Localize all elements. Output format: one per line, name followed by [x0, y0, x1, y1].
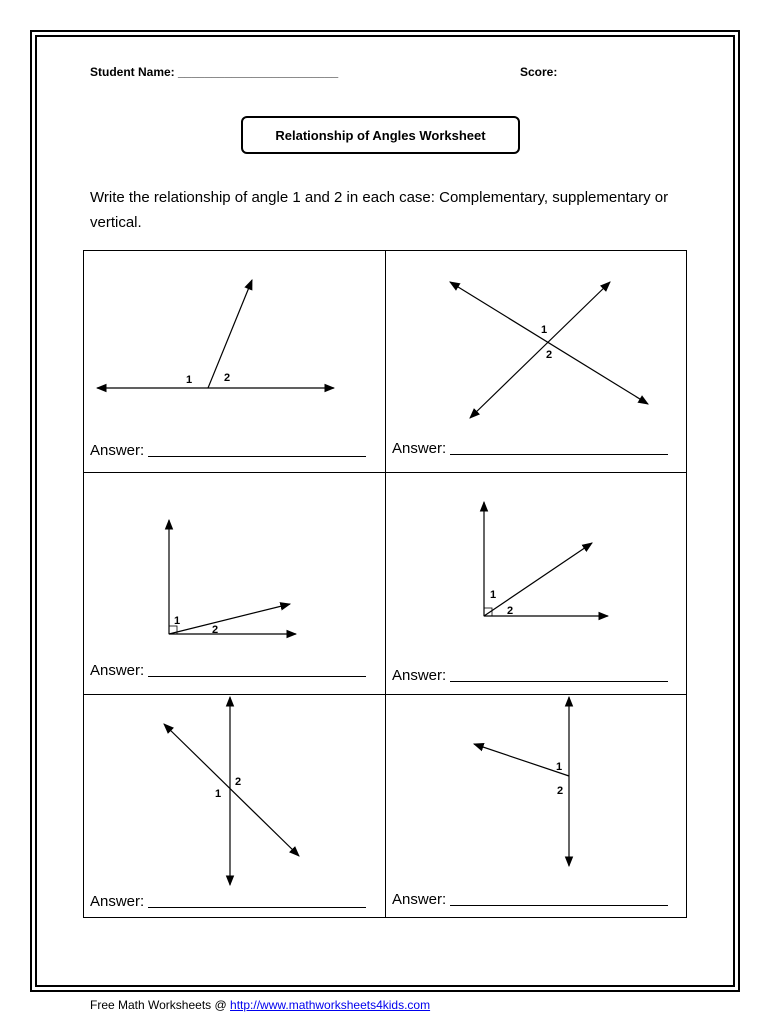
student-name-field: Student Name: ________________________: [90, 65, 339, 79]
diagram-problem-4: [484, 502, 608, 617]
answer-blank[interactable]: [450, 905, 668, 906]
answer-label: Answer:: [392, 891, 447, 908]
diagram-problem-1: [97, 280, 334, 388]
diagram-problem-5: [164, 697, 299, 885]
p2-angle-1-label: 1: [541, 324, 548, 336]
answer-label: Answer:: [392, 440, 447, 457]
answer-field-3[interactable]: [90, 662, 366, 679]
p4-angle-1-label: 1: [490, 589, 497, 601]
footer-prefix: Free Math Worksheets @: [90, 998, 231, 1012]
answer-field-2[interactable]: [392, 440, 668, 457]
answer-label: Answer:: [90, 662, 145, 679]
answer-blank[interactable]: [450, 454, 668, 455]
answer-blank[interactable]: [148, 456, 366, 457]
diagram-problem-6: [474, 697, 569, 866]
p1-angle-1-label: 1: [186, 374, 193, 386]
answer-blank[interactable]: [148, 676, 366, 677]
answer-label: Answer:: [90, 442, 145, 459]
instructions: Write the relationship of angle 1 and 2 in each case: Complementary, supplementary or vertical.: [90, 189, 669, 231]
p3-angle-2-label: 2: [212, 624, 219, 636]
p3-angle-1-label: 1: [174, 615, 181, 627]
diagram-problem-2: [450, 282, 648, 418]
answer-field-4[interactable]: [392, 667, 668, 684]
answer-blank[interactable]: [148, 907, 366, 908]
p5-diagonal-line: [164, 724, 299, 856]
footer-link[interactable]: http://www.mathworksheets4kids.com: [230, 998, 431, 1012]
diagram-problem-3: [169, 520, 296, 636]
p4-angle-2-label: 2: [507, 605, 514, 617]
p5-angle-1-label: 1: [215, 788, 222, 800]
p1-angle-2-label: 2: [224, 372, 231, 384]
p2-angle-2-label: 2: [546, 349, 553, 361]
score-field: Score:: [520, 65, 558, 79]
p6-angle-1-label: 1: [556, 761, 563, 773]
p6-angle-2-label: 2: [557, 785, 564, 797]
p4-middle-ray: [484, 543, 592, 616]
answer-label: Answer:: [392, 667, 447, 684]
p2-line-a: [450, 282, 648, 404]
p2-line-b: [470, 282, 610, 418]
p5-angle-2-label: 2: [235, 776, 242, 788]
p3-middle-ray: [169, 604, 290, 634]
answer-field-5[interactable]: [90, 893, 366, 910]
footer: [90, 998, 430, 1012]
p6-ray: [474, 744, 569, 776]
answer-field-1[interactable]: [90, 442, 366, 459]
answer-blank[interactable]: [450, 681, 668, 682]
worksheet-title-text: Relationship of Angles Worksheet: [275, 127, 486, 143]
answer-label: Answer:: [90, 893, 145, 910]
answer-field-6[interactable]: [392, 891, 668, 908]
